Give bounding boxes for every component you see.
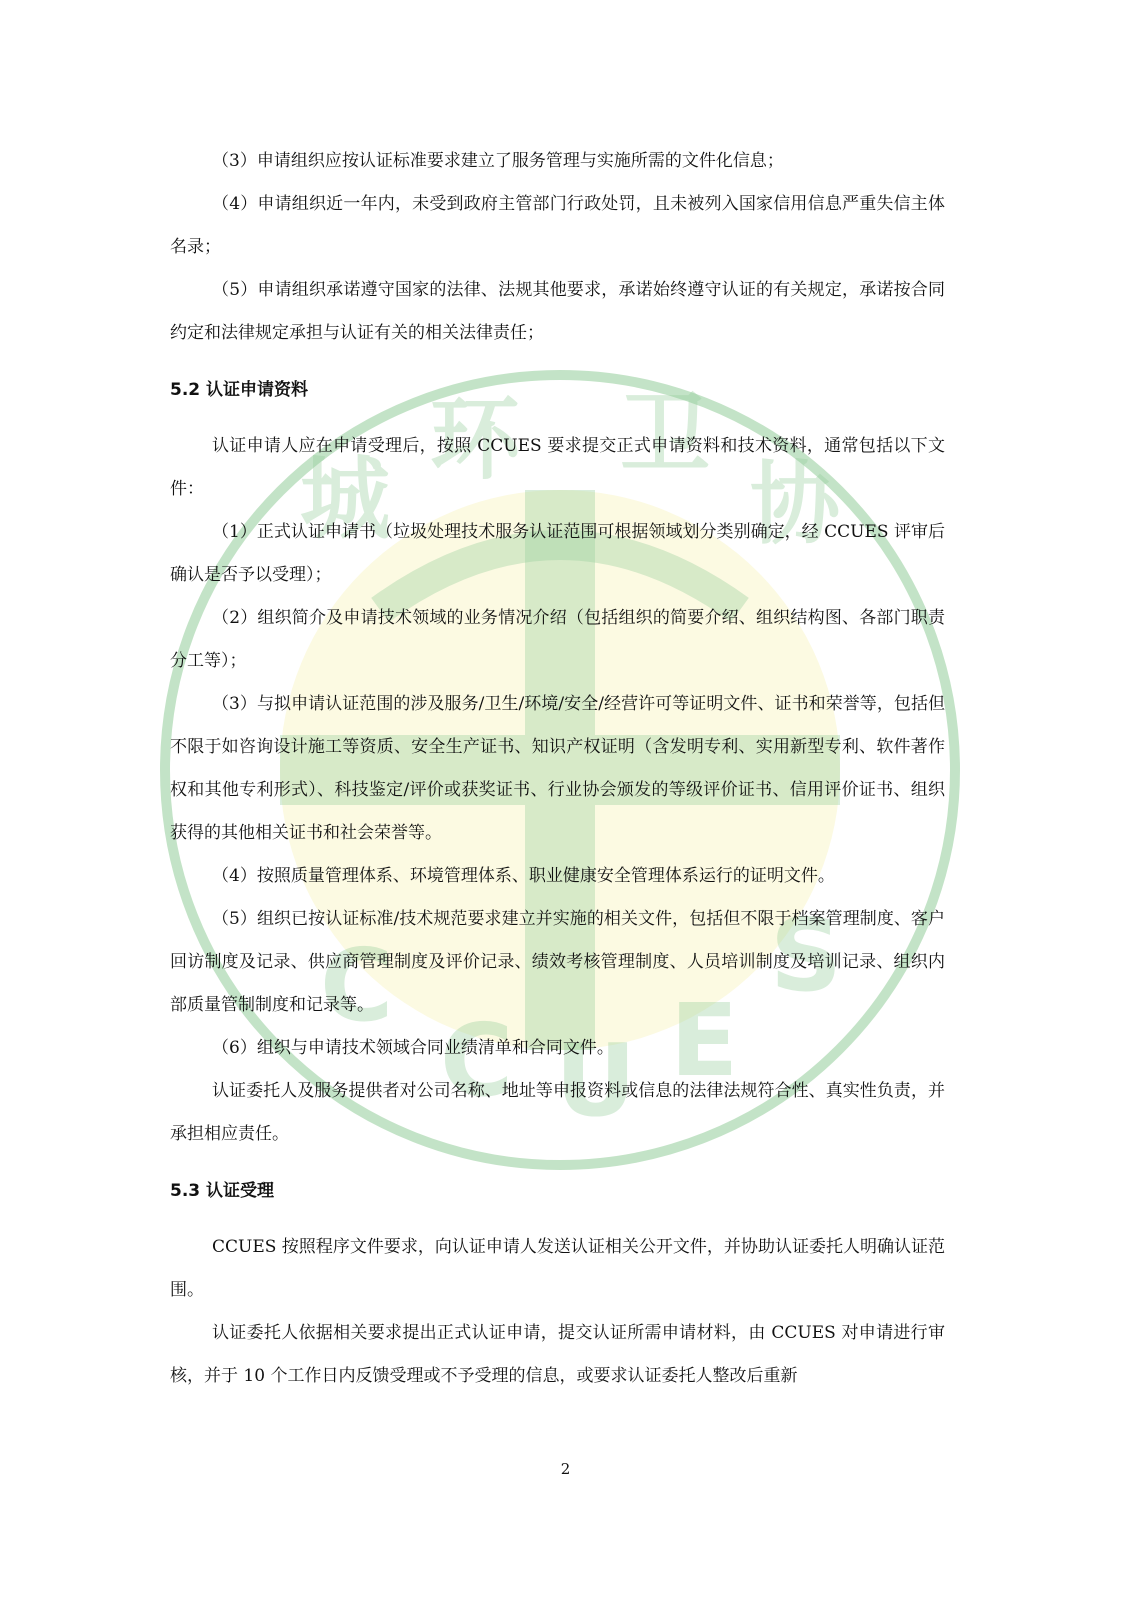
- paragraph-acceptance-1: CCUES 按照程序文件要求，向认证申请人发送认证相关公开文件，并协助认证委托人明确认证范围。: [170, 1237, 945, 1300]
- svg-text:C: C: [440, 1002, 514, 1119]
- paragraph-doc-5: （5）组织已按认证标准/技术规范要求建立并实施的相关文件，包括但不限于档案管理制度、客户回访制度及记录、供应商管理制度及评价记录、绩效考核管理制度、人员培训制度及培训记录、组织内部质量管制制度和记录等。: [170, 909, 945, 1015]
- paragraph-responsibility: 认证委托人及服务提供者对公司名称、地址等申报资料或信息的法律法规符合性、真实性负责，并承担相应责任。: [170, 1081, 945, 1144]
- paragraph-item-5: （5）申请组织承诺遵守国家的法律、法规其他要求，承诺始终遵守认证的有关规定，承诺按合同约定和法律规定承担与认证有关的相关法律责任；: [170, 280, 945, 343]
- paragraph-doc-6: （6）组织与申请技术领域合同业绩清单和合同文件。: [212, 1038, 614, 1058]
- svg-text:E: E: [670, 982, 739, 1099]
- paragraph-doc-3: （3）与拟申请认证范围的涉及服务/卫生/环境/安全/经营许可等证明文件、证书和荣誉等，包括但不限于如咨询设计施工等资质、安全生产证书、知识产权证明（含发明专利、实用新型专利、软件著作权和其他专利形式）、科技鉴定/评价或获奖证书、行业协会颁发的等级评价证书、信用评价证书、组织获得的其他相关证书和社会荣誉等。: [170, 694, 945, 843]
- paragraph-item-4: （4）申请组织近一年内，未受到政府主管部门行政处罚，且未被列入国家信用信息严重失信主体名录；: [170, 194, 945, 257]
- svg-text:协: 协: [750, 452, 840, 557]
- paragraph-intro: 认证申请人应在申请受理后，按照 CCUES 要求提交正式申请资料和技术资料，通常包括以下文件：: [170, 436, 945, 499]
- paragraph-doc-2: （2）组织简介及申请技术领域的业务情况介绍（包括组织的简要介绍、组织结构图、各部门职责分工等）；: [170, 608, 945, 671]
- section-heading-5-3: 5.3 认证受理: [170, 1181, 275, 1201]
- svg-text:城: 城: [300, 447, 390, 552]
- svg-text:卫: 卫: [620, 382, 710, 487]
- svg-text:C: C: [320, 927, 394, 1044]
- paragraph-doc-4: （4）按照质量管理体系、环境管理体系、职业健康安全管理体系运行的证明文件。: [212, 866, 835, 886]
- svg-text:S: S: [770, 897, 843, 1014]
- svg-text:U: U: [555, 1022, 637, 1139]
- page-number: 2: [560, 1460, 571, 1478]
- paragraph-item-3: （3）申请组织应按认证标准要求建立了服务管理与实施所需的文件化信息；: [212, 151, 784, 171]
- paragraph-acceptance-2: 认证委托人依据相关要求提出正式认证申请，提交认证所需申请材料，由 CCUES 对申请进行审核，并于 10 个工作日内反馈受理或不予受理的信息，或要求认证委托人整改后重新: [170, 1323, 945, 1386]
- document-body: [170, 140, 945, 1398]
- section-heading-5-2: 5.2 认证申请资料: [170, 380, 309, 400]
- paragraph-doc-1: （1）正式认证申请书（垃圾处理技术服务认证范围可根据领域划分类别确定，经 CCUES 评审后确认是否予以受理）；: [170, 522, 945, 585]
- svg-text:环: 环: [430, 387, 520, 492]
